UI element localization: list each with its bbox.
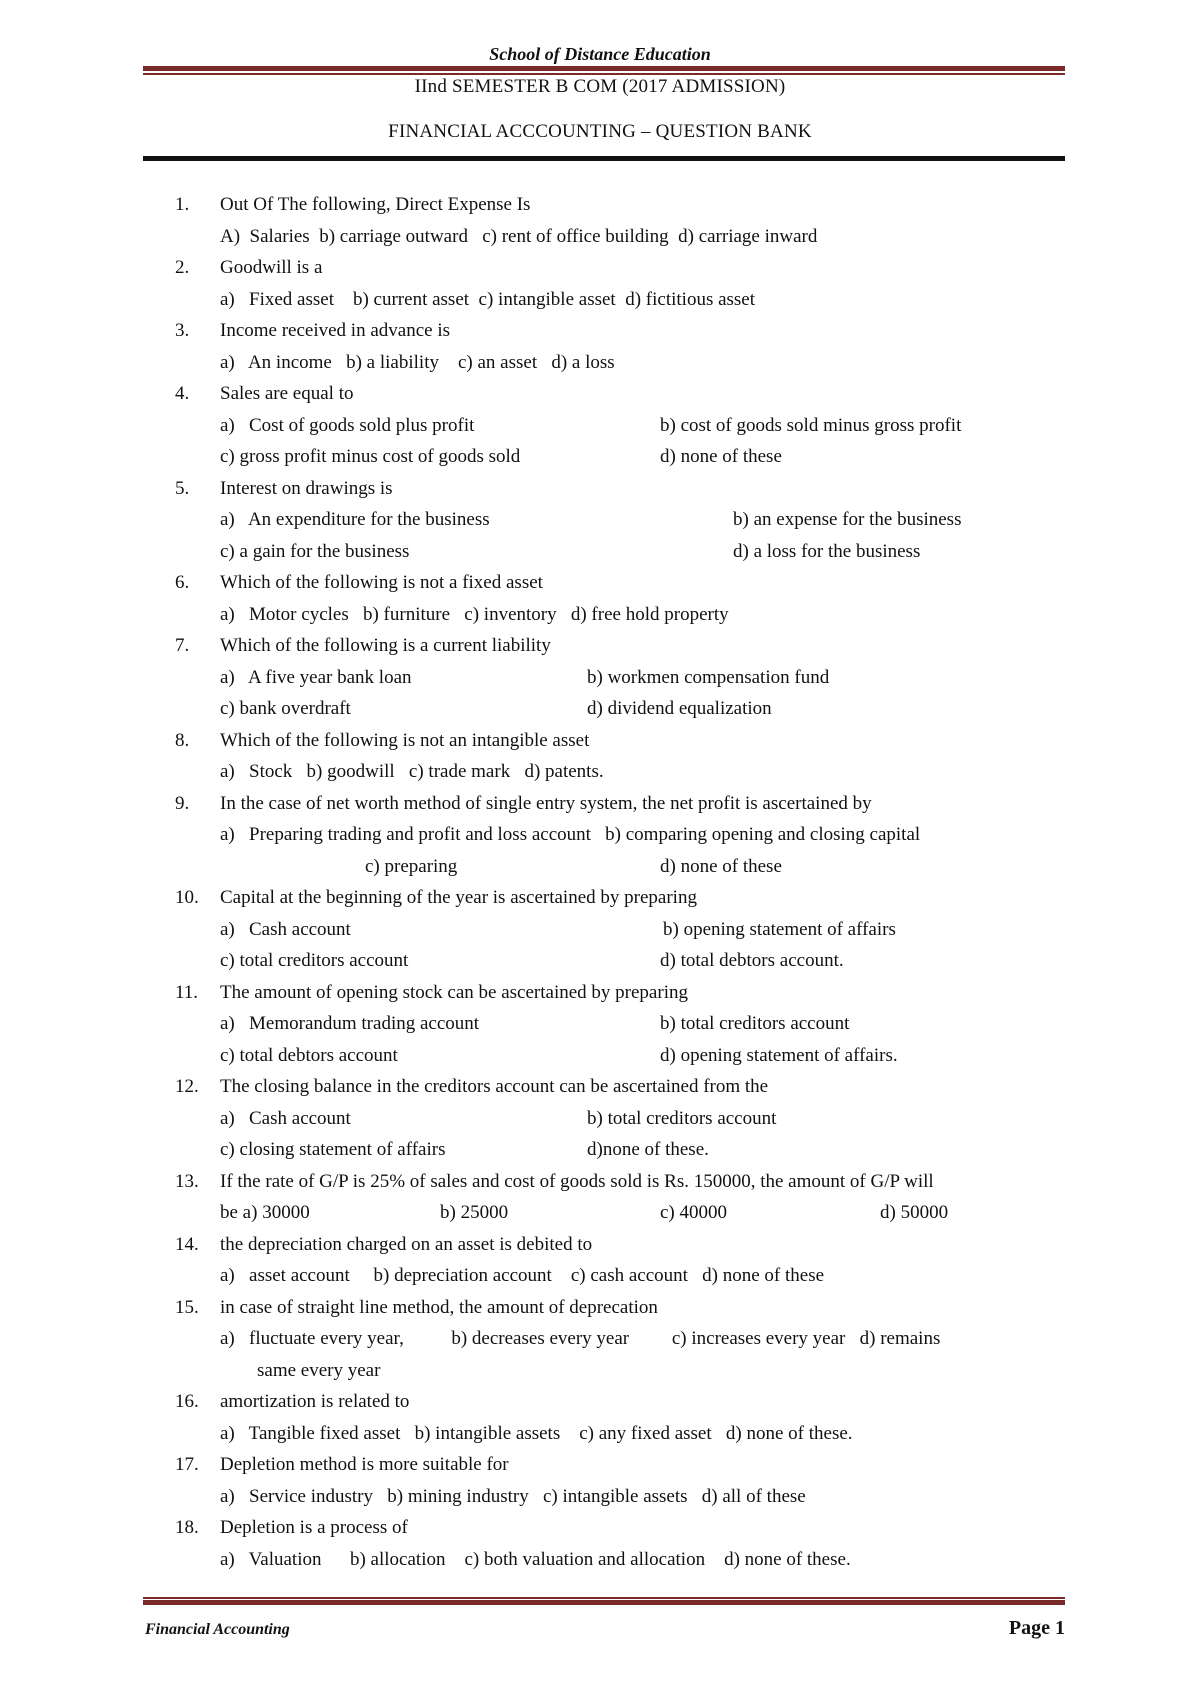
- header-school-name: School of Distance Education: [489, 44, 711, 64]
- option-text: a) Preparing trading and profit and loss account b) comparing opening and closing capital: [220, 824, 921, 845]
- option-row: [175, 851, 1075, 883]
- question-item: [175, 882, 1075, 914]
- option-text: same every year: [257, 1359, 381, 1381]
- option-row: [175, 347, 1075, 379]
- question-text: Goodwill is a: [220, 257, 323, 278]
- option-text: d) none of these: [660, 446, 782, 467]
- question-text: amortization is related to: [220, 1391, 410, 1412]
- option-text: c) total creditors account: [220, 950, 409, 971]
- question-item: [175, 1166, 1075, 1198]
- option-text: d) a loss for the business: [733, 540, 921, 562]
- option-row: [175, 1197, 1075, 1229]
- option-text: a) An expenditure for the business: [220, 509, 490, 530]
- question-item: [175, 1512, 1075, 1544]
- option-text: a) Cash account: [220, 918, 351, 940]
- question-number: 10.: [175, 887, 199, 908]
- header-rule-top: [143, 66, 1065, 71]
- option-text: a) Memorandum trading account: [220, 1013, 480, 1034]
- option-text: b) cost of goods sold minus gross profit: [660, 414, 962, 436]
- option-row: [175, 1260, 1075, 1292]
- option-row: [175, 599, 1075, 631]
- question-number: 17.: [175, 1454, 199, 1475]
- question-number: 1.: [175, 194, 190, 215]
- option-text: c) closing statement of affairs: [220, 1139, 446, 1160]
- option-text: b) total creditors account: [660, 1013, 850, 1034]
- option-row: [175, 221, 1075, 253]
- option-row: [175, 504, 1075, 536]
- header-rule-thin: [143, 73, 1065, 75]
- semester-title: IInd SEMESTER B COM (2017 ADMISSION): [414, 76, 786, 97]
- question-number: 6.: [175, 572, 190, 593]
- question-item: [175, 1449, 1075, 1481]
- question-text: The closing balance in the creditors account can be ascertained from the: [220, 1076, 769, 1097]
- question-number: 4.: [175, 383, 190, 404]
- question-number: 8.: [175, 729, 190, 751]
- footer-rule-thick: [143, 1600, 1065, 1605]
- question-text: in case of straight line method, the amount of deprecation: [220, 1296, 658, 1318]
- option-text: d) opening statement of affairs.: [660, 1044, 898, 1066]
- question-item: [175, 567, 1075, 599]
- question-number: 11.: [175, 981, 199, 1003]
- option-row: [175, 1040, 1075, 1072]
- question-number: 12.: [175, 1076, 199, 1097]
- question-text: Depletion is a process of: [220, 1517, 408, 1538]
- option-text: b) total creditors account: [587, 1107, 777, 1129]
- question-item: [175, 1292, 1075, 1324]
- option-text: c) 40000: [660, 1202, 728, 1223]
- option-text: A) Salaries b) carriage outward c) rent of office building d) carriage inward: [220, 225, 818, 247]
- question-number: 9.: [175, 792, 190, 814]
- question-text: Sales are equal to: [220, 383, 354, 404]
- option-text: c) total debtors account: [220, 1044, 398, 1066]
- footer-subject: Financial Accounting: [145, 1621, 290, 1638]
- option-text: a) Stock b) goodwill c) trade mark d) patents.: [220, 761, 604, 782]
- question-list: [175, 189, 1075, 1575]
- option-text: c) gross profit minus cost of goods sold: [220, 446, 521, 467]
- option-row: [175, 1355, 1075, 1387]
- option-text: d) total debtors account.: [660, 950, 844, 971]
- option-text: a) Cash account: [220, 1107, 351, 1129]
- question-item: [175, 252, 1075, 284]
- option-row: [175, 1481, 1075, 1513]
- option-text: a) asset account b) depreciation account c) cash account d) none of these: [220, 1265, 825, 1286]
- question-text: Which of the following is not a fixed asset: [220, 572, 543, 593]
- subject-title: FINANCIAL ACCCOUNTING – QUESTION BANK: [388, 121, 812, 142]
- question-text: The amount of opening stock can be ascertained by preparing: [220, 981, 688, 1003]
- question-number: 3.: [175, 320, 190, 341]
- option-row: [175, 756, 1075, 788]
- option-text: a) Cost of goods sold plus profit: [220, 414, 475, 436]
- question-item: [175, 315, 1075, 347]
- option-text: d)none of these.: [587, 1139, 709, 1160]
- question-text: Income received in advance is: [220, 320, 450, 341]
- page-number: Page 1: [1008, 1617, 1065, 1639]
- question-item: [175, 630, 1075, 662]
- option-row: [175, 1103, 1075, 1135]
- question-number: 7.: [175, 635, 190, 656]
- option-row: [175, 410, 1075, 442]
- option-text: a) Fixed asset b) current asset c) intangible asset d) fictitious asset: [220, 288, 756, 310]
- question-text: Out Of The following, Direct Expense Is: [220, 194, 531, 215]
- question-text: Interest on drawings is: [220, 477, 393, 499]
- option-text: c) a gain for the business: [220, 540, 410, 562]
- question-text: the depreciation charged on an asset is debited to: [220, 1233, 593, 1255]
- option-text: b) 25000: [440, 1202, 509, 1223]
- option-text: a) fluctuate every year, b) decreases every year c) increases every year d) remains: [220, 1328, 941, 1349]
- option-text: c) preparing: [365, 855, 458, 877]
- option-row: [175, 819, 1075, 851]
- option-row: [175, 536, 1075, 568]
- option-text: c) bank overdraft: [220, 698, 351, 719]
- option-row: [175, 1544, 1075, 1576]
- question-item: [175, 1386, 1075, 1418]
- option-row: [175, 662, 1075, 694]
- question-text: Depletion method is more suitable for: [220, 1454, 509, 1475]
- title-rule: [143, 156, 1065, 161]
- question-text: In the case of net worth method of single entry system, the net profit is ascertained by: [220, 792, 872, 814]
- question-number: 14.: [175, 1233, 199, 1255]
- question-text: Capital at the beginning of the year is ascertained by preparing: [220, 887, 697, 908]
- option-row: [175, 945, 1075, 977]
- question-number: 15.: [175, 1296, 199, 1318]
- option-text: a) An income b) a liability c) an asset d) a loss: [220, 351, 615, 373]
- question-number: 2.: [175, 257, 190, 278]
- question-number: 18.: [175, 1517, 199, 1538]
- option-text: a) Valuation b) allocation c) both valuation and allocation d) none of these.: [220, 1548, 851, 1570]
- question-item: [175, 1071, 1075, 1103]
- question-item: [175, 189, 1075, 221]
- option-text: d) none of these: [660, 855, 782, 877]
- option-text: be a) 30000: [220, 1202, 310, 1223]
- question-text: Which of the following is a current liability: [220, 635, 551, 656]
- option-text: a) Service industry b) mining industry c) intangible assets d) all of these: [220, 1485, 806, 1507]
- option-text: b) an expense for the business: [733, 509, 962, 530]
- question-number: 13.: [175, 1170, 199, 1192]
- question-item: [175, 977, 1075, 1009]
- option-row: [175, 1134, 1075, 1166]
- option-text: d) dividend equalization: [587, 698, 772, 719]
- option-text: b) workmen compensation fund: [587, 666, 830, 688]
- question-number: 5.: [175, 477, 190, 499]
- option-row: [175, 914, 1075, 946]
- option-row: [175, 1323, 1075, 1355]
- option-row: [175, 284, 1075, 316]
- footer-rule-thin: [143, 1597, 1065, 1599]
- option-row: [175, 1418, 1075, 1450]
- question-item: [175, 725, 1075, 757]
- question-item: [175, 378, 1075, 410]
- question-text: Which of the following is not an intangible asset: [220, 729, 590, 751]
- option-text: d) 50000: [880, 1202, 949, 1223]
- question-text: If the rate of G/P is 25% of sales and cost of goods sold is Rs. 150000, the amount of G/P will: [220, 1170, 934, 1192]
- option-text: b) opening statement of affairs: [663, 918, 896, 940]
- question-item: [175, 1229, 1075, 1261]
- option-text: a) A five year bank loan: [220, 666, 412, 688]
- question-number: 16.: [175, 1391, 199, 1412]
- question-item: [175, 788, 1075, 820]
- option-row: [175, 693, 1075, 725]
- option-text: a) Tangible fixed asset b) intangible assets c) any fixed asset d) none of these.: [220, 1422, 853, 1444]
- option-row: [175, 1008, 1075, 1040]
- option-text: a) Motor cycles b) furniture c) inventory d) free hold property: [220, 603, 729, 625]
- option-row: [175, 441, 1075, 473]
- question-item: [175, 473, 1075, 505]
